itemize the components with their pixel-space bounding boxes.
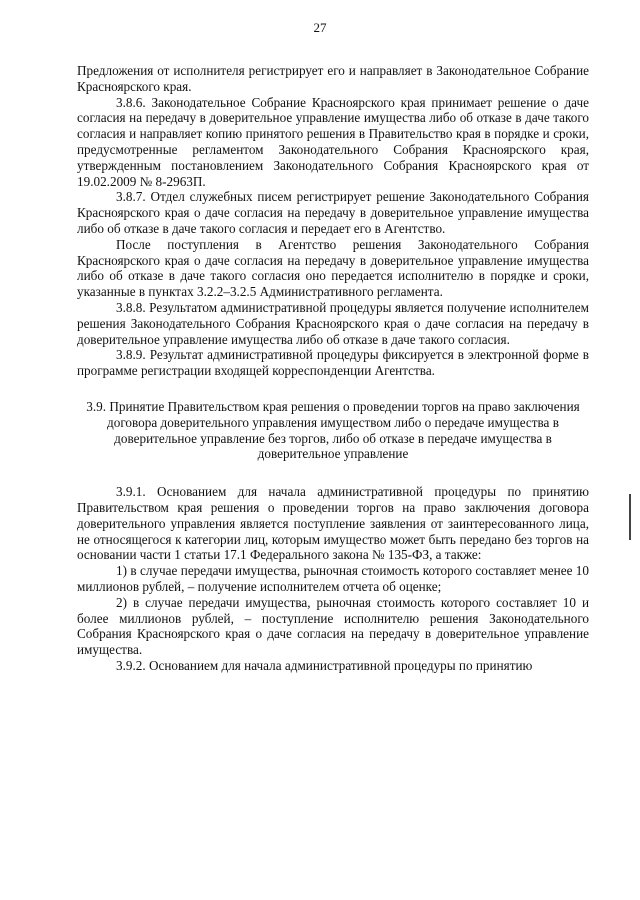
- paragraph: 1) в случае передачи имущества, рыночная стоимость которого составляет менее 10 миллионов рублей, – получение исполнителем отчета об оценке;: [77, 563, 589, 594]
- paragraph: 3.9.1. Основанием для начала административной процедуры по принятию Правительством края решения о проведении торгов на право заключения договора доверительного управления является поступление заявления от заинтересованного лица, не относящегося к категории лиц, которым имущество может быть передано без торгов на основании части 1 статьи 17.1 Федерального закона № 135-ФЗ, а также:: [77, 484, 589, 563]
- section-heading: 3.9. Принятие Правительством края решения о проведении торгов на право заключения договора доверительного управления имуществом либо о передаче имущества в доверительное управление без торгов, либо об отказе в передаче имущества в доверительное управление: [86, 398, 580, 462]
- scan-edge-mark: [629, 494, 631, 540]
- paragraph: 2) в случае передачи имущества, рыночная стоимость которого составляет 10 и более миллионов рублей, – поступление исполнителю решения Законодательного Собрания Красноярского края о даче согласия на передачу в доверительное управление имущества.: [77, 594, 589, 658]
- paragraph: После поступления в Агентство решения Законодательного Собрания Красноярского края о даче согласия на передачу в доверительное управление имущества либо об отказе в даче такого согласия оно передается исполнителю в порядке и сроки, указанные в пунктах 3.2.2–3.2.5 Административного регламента.: [77, 236, 589, 300]
- paragraph: 3.8.8. Результатом административной процедуры является получение исполнителем решения Законодательного Собрания Красноярского края о даче согласия на передачу в доверительное управление имущества либо об отказе в даче такого согласия.: [77, 299, 589, 347]
- paragraph: 3.8.7. Отдел служебных писем регистрирует решение Законодательного Собрания Красноярского края о даче согласия на передачу в доверительное управление имущества либо об отказе в даче такого согласия и передает его в Агентство.: [77, 189, 589, 236]
- paragraph: 3.8.6. Законодательное Собрание Красноярского края принимает решение о даче согласия на передачу в доверительное управление имущества либо об отказе в даче такого согласия и направляет копию принятого решения в Правительство края в порядке и сроки, предусмотренные регламентом Законодательного Собрания Красноярского края, утвержденным постановлением Законодательного Собрания Красноярского края от 19.02.2009 № 8-2963П.: [77, 94, 589, 189]
- document-body: [77, 63, 589, 674]
- paragraph: Предложения от исполнителя регистрирует его и направляет в Законодательное Собрание Красноярского края.: [77, 63, 589, 94]
- page-number: 27: [313, 20, 327, 35]
- paragraph: 3.8.9. Результат административной процедуры фиксируется в электронной форме в программе регистрации входящей корреспонденции Агентства.: [77, 347, 589, 379]
- paragraph: 3.9.2. Основанием для начала административной процедуры по принятию: [116, 657, 533, 673]
